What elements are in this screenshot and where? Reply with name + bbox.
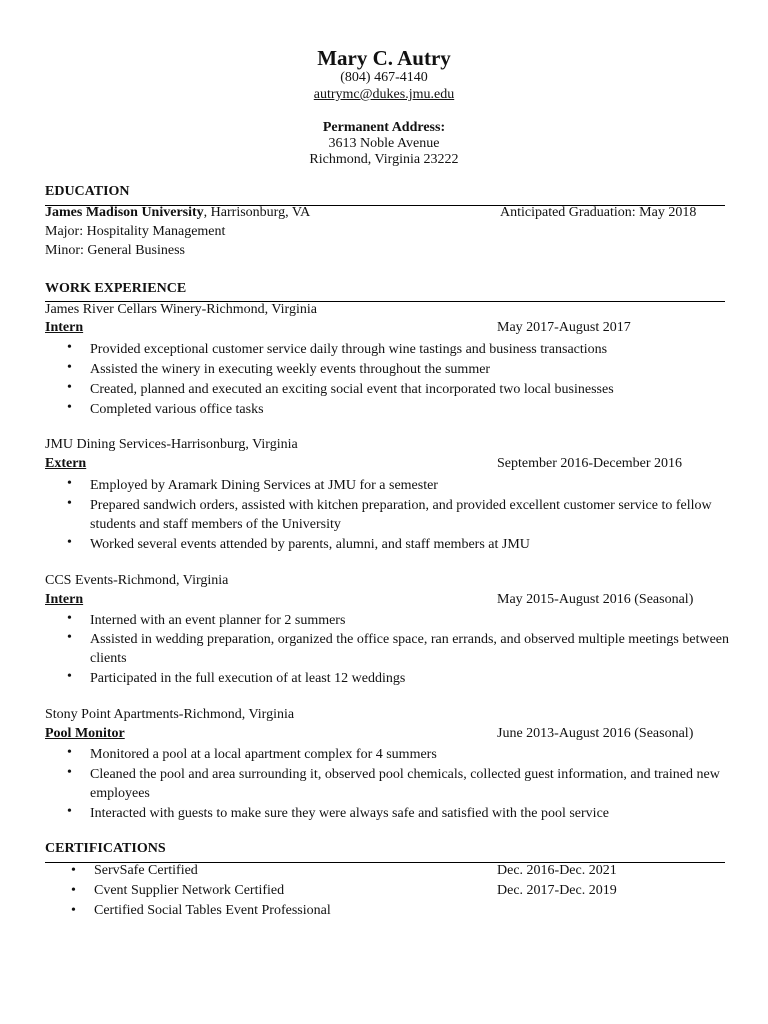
bullet-icon: • <box>67 611 72 626</box>
bullet-icon: • <box>67 745 72 760</box>
job-bullet: Interned with an event planner for 2 summers <box>90 613 346 628</box>
phone-number: (804) 467-4140 <box>340 70 428 85</box>
bullet-icon: • <box>71 863 76 878</box>
job-role: Intern <box>45 320 84 335</box>
job-dates: September 2016-December 2016 <box>497 456 683 471</box>
job-employer: Stony Point Apartments-Richmond, Virginia <box>45 707 295 722</box>
job-bullet: Created, planned and executed an exciting social event that incorporated two local businesses <box>90 382 614 397</box>
job-role: Intern <box>45 592 84 607</box>
bullet-icon: • <box>71 883 76 898</box>
bullet-icon: • <box>67 804 72 819</box>
job-bullet: Participated in the full execution of at least 12 weddings <box>90 671 406 686</box>
job-bullet: Worked several events attended by parents, alumni, and staff members at JMU <box>90 537 530 552</box>
job-bullet: Assisted in wedding preparation, organized the office space, ran errands, and observed multiple meetings between clients <box>90 632 729 666</box>
education-heading: EDUCATION <box>45 184 130 199</box>
job-bullet: Provided exceptional customer service daily through wine tastings and business transactions <box>90 342 608 357</box>
certifications-heading: CERTIFICATIONS <box>45 841 166 856</box>
certification-name: Cvent Supplier Network Certified <box>94 883 285 898</box>
bullet-icon: • <box>67 400 72 415</box>
job-dates: May 2015-August 2016 (Seasonal) <box>497 592 694 607</box>
job-dates: June 2013-August 2016 (Seasonal) <box>497 726 694 741</box>
job-bullet: Cleaned the pool and area surrounding it, observed pool chemicals, collected guest information, and trained new employees <box>90 767 720 801</box>
job-bullet: Monitored a pool at a local apartment complex for 4 summers <box>90 747 437 762</box>
bullet-icon: • <box>67 360 72 375</box>
bullet-icon: • <box>71 903 76 918</box>
job-employer: CCS Events-Richmond, Virginia <box>45 573 229 588</box>
bullet-icon: • <box>67 669 72 684</box>
job-bullet: Employed by Aramark Dining Services at JMU for a semester <box>90 478 438 493</box>
major: Major: Hospitality Management <box>45 224 226 239</box>
bullet-icon: • <box>67 765 72 780</box>
education-school-line <box>45 205 310 221</box>
work-heading: WORK EXPERIENCE <box>45 281 187 296</box>
job-bullet: Assisted the winery in executing weekly events throughout the summer <box>90 362 491 377</box>
job-role: Pool Monitor <box>45 726 125 741</box>
graduation-date: Anticipated Graduation: May 2018 <box>500 205 697 220</box>
bullet-icon: • <box>67 380 72 395</box>
resume-name: Mary C. Autry <box>317 46 451 70</box>
job-dates: May 2017-August 2017 <box>497 320 631 335</box>
bullet-icon: • <box>67 496 72 511</box>
email-link[interactable]: autrymc@dukes.jmu.edu <box>313 87 455 102</box>
school-name: James Madison University <box>45 205 204 220</box>
certification-dates: Dec. 2016-Dec. 2021 <box>497 863 617 878</box>
job-bullet: Prepared sandwich orders, assisted with kitchen preparation, and provided excellent customer service to fellow students and staff members of the University <box>90 498 712 532</box>
job-bullet: Interacted with guests to make sure they were always safe and satisfied with the pool service <box>90 806 609 821</box>
bullet-icon: • <box>67 535 72 550</box>
job-employer: James River Cellars Winery-Richmond, Virginia <box>45 302 317 317</box>
bullet-icon: • <box>67 630 72 645</box>
address-line-2: Richmond, Virginia 23222 <box>309 152 459 167</box>
certification-name: ServSafe Certified <box>94 863 198 878</box>
address-label: Permanent Address: <box>322 120 446 135</box>
minor: Minor: General Business <box>45 243 185 258</box>
certification-dates: Dec. 2017-Dec. 2019 <box>497 883 617 898</box>
bullet-icon: • <box>67 476 72 491</box>
job-employer: JMU Dining Services-Harrisonburg, Virginia <box>45 437 298 452</box>
job-bullet: Completed various office tasks <box>90 402 264 417</box>
school-location: , Harrisonburg, VA <box>203 205 311 220</box>
bullet-icon: • <box>67 340 72 355</box>
certification-name: Certified Social Tables Event Professional <box>94 903 331 918</box>
job-role: Extern <box>45 456 87 471</box>
address-line-1: 3613 Noble Avenue <box>328 136 440 151</box>
